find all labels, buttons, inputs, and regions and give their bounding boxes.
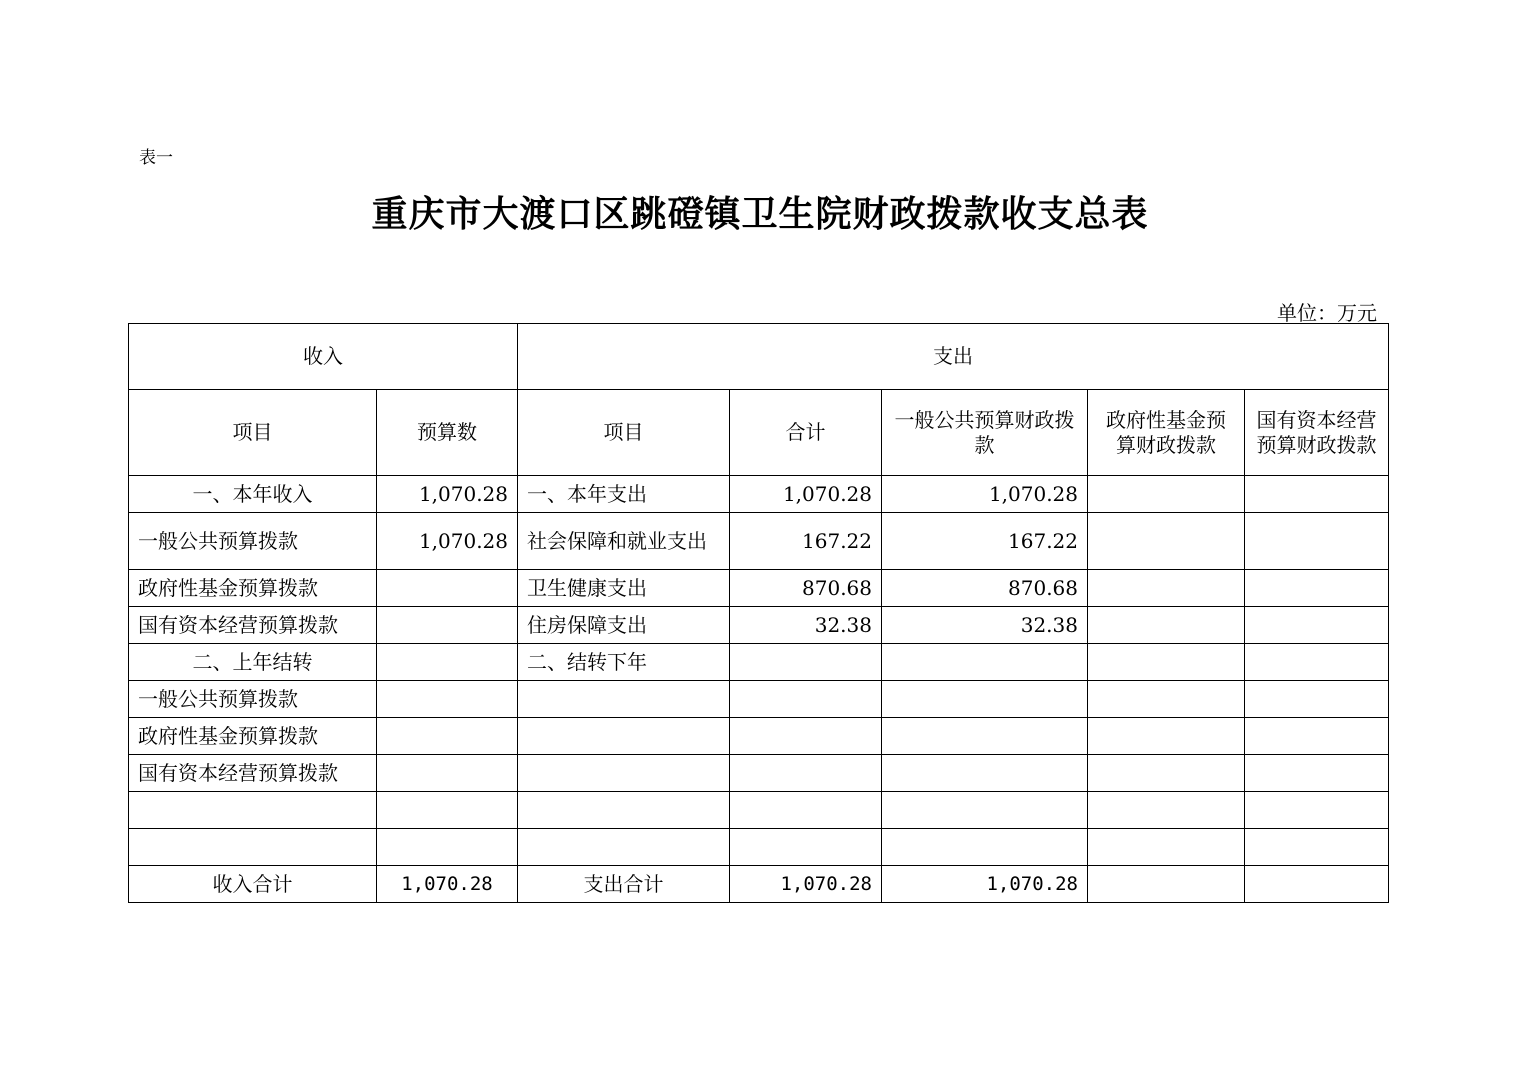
gov-fund-value [1088,755,1245,792]
general-value [882,792,1088,829]
total-value [730,792,882,829]
total-value: 1,070.28 [730,476,882,513]
totals-row [129,866,1389,903]
expense-total-value: 1,070.28 [730,866,882,903]
income-item: 政府性基金预算拨款 [129,718,377,755]
state-capital-value [1245,513,1389,570]
total-value [730,755,882,792]
state-capital-value [1245,755,1389,792]
header-income: 收入 [129,324,518,390]
expense-item: 卫生健康支出 [518,570,730,607]
expense-item: 二、结转下年 [518,644,730,681]
expense-item: 住房保障支出 [518,607,730,644]
income-item: 一般公共预算拨款 [129,513,377,570]
col-income-item: 项目 [129,390,377,476]
state-capital-value [1245,644,1389,681]
state-capital-value [1245,829,1389,866]
income-item: 一般公共预算拨款 [129,681,377,718]
general-value: 870.68 [882,570,1088,607]
page-title: 重庆市大渡口区跳磴镇卫生院财政拨款收支总表 [371,193,1149,235]
income-total-label: 收入合计 [129,866,377,903]
expense-item [518,755,730,792]
gov-fund-value [1088,829,1245,866]
general-value: 32.38 [882,607,1088,644]
table-row [129,476,1389,513]
budget-value [377,681,518,718]
income-item [129,792,377,829]
state-capital-value [1245,570,1389,607]
budget-value [377,792,518,829]
col-state-capital: 国有资本经营预算财政拨款 [1245,390,1389,476]
income-item: 国有资本经营预算拨款 [129,607,377,644]
expense-item [518,718,730,755]
total-value: 870.68 [730,570,882,607]
table-row [129,513,1389,570]
budget-value: 1,070.28 [377,476,518,513]
expense-item [518,681,730,718]
income-total-value: 1,070.28 [377,866,518,903]
table-row [129,792,1389,829]
general-value [882,644,1088,681]
total-value [730,644,882,681]
col-total: 合计 [730,390,882,476]
state-capital-value [1245,607,1389,644]
col-general: 一般公共预算财政拨款 [882,390,1088,476]
gov-fund-value [1088,792,1245,829]
header-expense: 支出 [518,324,1389,390]
income-item [129,829,377,866]
expense-item [518,792,730,829]
general-value: 1,070.28 [882,476,1088,513]
table-row [129,570,1389,607]
income-item: 政府性基金预算拨款 [129,570,377,607]
budget-summary-table [128,323,1389,903]
gov-fund-value [1088,607,1245,644]
state-capital-value [1245,681,1389,718]
gov-fund-value [1088,513,1245,570]
state-capital-total-value [1245,866,1389,903]
unit-label: 单位：万元 [1277,301,1377,325]
general-total-value: 1,070.28 [882,866,1088,903]
table-row [129,829,1389,866]
gov-fund-value [1088,681,1245,718]
header-group-row [129,324,1389,390]
budget-value [377,570,518,607]
gov-fund-value [1088,476,1245,513]
expense-item: 社会保障和就业支出 [518,513,730,570]
general-value [882,755,1088,792]
budget-value [377,755,518,792]
budget-value [377,829,518,866]
gov-fund-value [1088,718,1245,755]
state-capital-value [1245,792,1389,829]
general-value: 167.22 [882,513,1088,570]
general-value [882,718,1088,755]
table-row [129,755,1389,792]
state-capital-value [1245,718,1389,755]
expense-item: 一、本年支出 [518,476,730,513]
budget-value [377,644,518,681]
budget-value [377,607,518,644]
gov-fund-value [1088,644,1245,681]
total-value [730,829,882,866]
expense-total-label: 支出合计 [518,866,730,903]
table-row [129,644,1389,681]
col-budget: 预算数 [377,390,518,476]
table-row [129,718,1389,755]
income-item: 一、本年收入 [129,476,377,513]
general-value [882,829,1088,866]
income-item: 国有资本经营预算拨款 [129,755,377,792]
total-value: 167.22 [730,513,882,570]
table-row [129,607,1389,644]
expense-item [518,829,730,866]
table-row [129,681,1389,718]
col-expense-item: 项目 [518,390,730,476]
total-value [730,718,882,755]
income-item: 二、上年结转 [129,644,377,681]
total-value [730,681,882,718]
col-gov-fund: 政府性基金预算财政拨款 [1088,390,1245,476]
budget-value [377,718,518,755]
general-value [882,681,1088,718]
total-value: 32.38 [730,607,882,644]
header-column-row [129,390,1389,476]
gov-fund-value [1088,570,1245,607]
table-label: 表一 [139,148,173,168]
gov-fund-total-value [1088,866,1245,903]
budget-value: 1,070.28 [377,513,518,570]
state-capital-value [1245,476,1389,513]
